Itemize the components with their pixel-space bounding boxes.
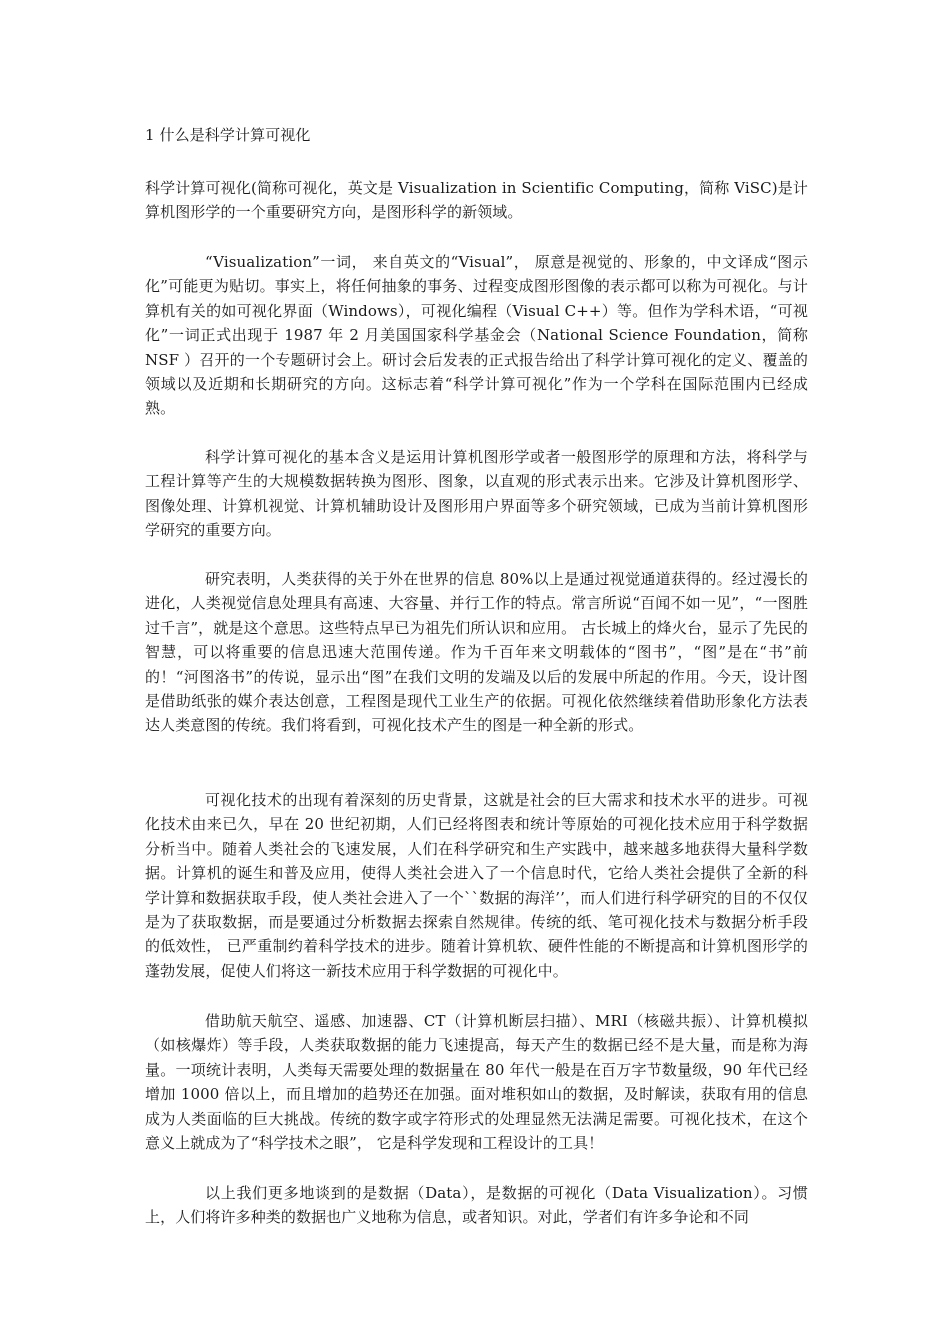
paragraph-origin: “Visualization”一词， 来自英文的“Visual”， 原意是视觉的、形象的，中文译成“图示化”可能更为贴切。事实上，将任何抽象的事务、过程变成图形图像的表示都可以称为可视化。与计算机有关的如可视化界面（Windows），可视化编程（Visual C++）等。但作为学科术语，“可视化”一词正式出现于 1987 年 2 月美国国家科学基金会（National Science Foundation，简称 NSF ）召开的一个专题研讨会上。研讨会后发表的正式报告给出了科学计算可视化的定义、覆盖的领域以及近期和长期研究的方向。这标志着“科学计算可视化”作为一个学科在国际范围内已经成熟。 xyxy=(145,253,808,418)
paragraph-data-visualization: 以上我们更多地谈到的是数据（Data），是数据的可视化（Data Visualization）。习惯上，人们将许多种类的数据也广义地称为信息，或者知识。对此，学者们有许多争论和不同 xyxy=(145,1184,808,1227)
section-heading: 1 什么是科学计算可视化 xyxy=(145,126,311,144)
paragraph-basic-meaning: 科学计算可视化的基本含义是运用计算机图形学或者一般图形学的原理和方法，将科学与工程计算等产生的大规模数据转换为图形、图象，以直观的形式表示出来。它涉及计算机图形学、图像处理、计算机视觉、计算机辅助设计及图形用户界面等多个研究领域，已成为当前计算机图形学研究的重要方向。 xyxy=(145,448,808,540)
paragraph-history: 可视化技术的出现有着深刻的历史背景，这就是社会的巨大需求和技术水平的进步。可视化技术由来已久，早在 20 世纪初期，人们已经将图表和统计等原始的可视化技术应用于科学数据分析当中。随着人类社会的飞速发展，人们在科学研究和生产实践中，越来越多地获得大量科学数据。计算机的诞生和普及应用，使得人类社会进入了一个信息时代，它给人类社会提供了全新的科学计算和数据获取手段，使人类社会进入了一个``数据的海洋’’，而人们进行科学研究的目的不仅仅是为了获取数据，而是要通过分析数据去探索自然规律。传统的纸、笔可视化技术与数据分析手段的低效性， 已严重制约着科学技术的进步。随着计算机软、硬件性能的不断提高和计算机图形学的蓬勃发展，促使人们将这一新技术应用于科学数据的可视化中。 xyxy=(145,791,808,980)
paragraph-definition: 科学计算可视化(简称可视化，英文是 Visualization in Scientific Computing，简称 ViSC)是计算机图形学的一个重要研究方向，是图形科学的新领域。 xyxy=(145,179,808,222)
paragraph-visual-perception: 研究表明，人类获得的关于外在世界的信息 80%以上是通过视觉通道获得的。经过漫长的进化，人类视觉信息处理具有高速、大容量、并行工作的特点。常言所说“百闻不如一见”，“一图胜过千言”，就是这个意思。这些特点早已为祖先们所认识和应用。 古长城上的烽火台，显示了先民的智慧，可以将重要的信息迅速大范围传递。作为千百年来文明载体的“图书”，“图”是在“书”前的！“河图洛书”的传说，显示出“图”在我们文明的发端及以后的发展中所起的作用。今天，设计图是借助纸张的媒介表达创意，工程图是现代工业生产的依据。可视化依然继续着借助形象化方法表达人类意图的传统。我们将看到，可视化技术产生的图是一种全新的形式。 xyxy=(145,570,808,735)
paragraph-data-explosion: 借助航天航空、遥感、加速器、CT（计算机断层扫描）、MRI（核磁共振）、计算机模拟（如核爆炸）等手段，人类获取数据的能力飞速提高，每天产生的数据已经不是大量，而是称为海量。一项统计表明，人类每天需要处理的数据量在 80 年代一般是在百万字节数量级，90 年代已经增加 1000 倍以上，而且增加的趋势还在加强。面对堆积如山的数据，及时解读，获取有用的信息成为人类面临的巨大挑战。传统的数字或字符形式的处理显然无法满足需要。可视化技术，在这个意义上就成为了“科学技术之眼”， 它是科学发现和工程设计的工具！ xyxy=(145,1012,808,1153)
